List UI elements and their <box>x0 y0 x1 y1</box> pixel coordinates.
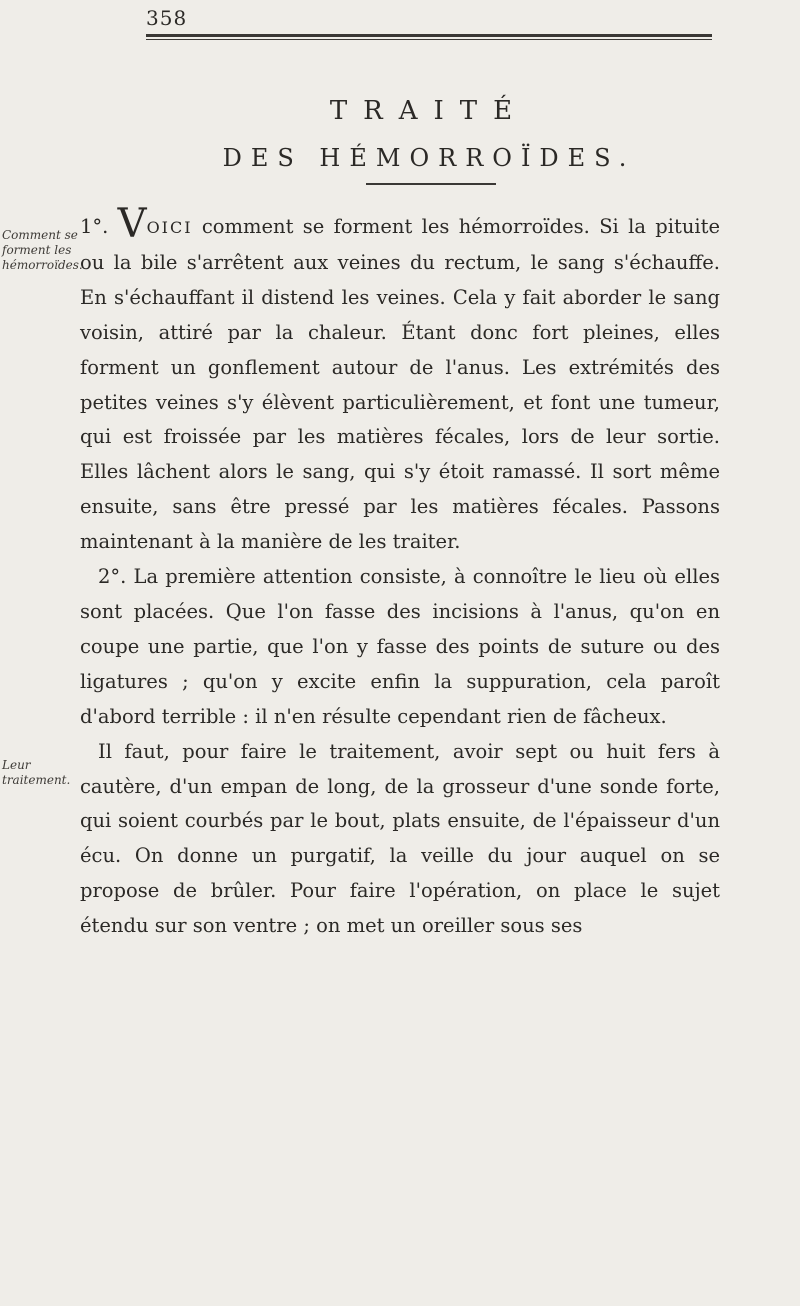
paragraph-2: 2°. La première attention consiste, à connoître le lieu où elles sont placées. Que l'on fasse des incisions à l'anus, qu'on en coupe une partie, que l'on y fasse des points de suture ou des ligatures ; qu'on y excite enfin la suppuration, cela paroît d'abord terrible : il n'en résulte cependant rien de fâcheux. <box>80 565 720 728</box>
title-des-hemorroides: DES HÉMORROÏDES. <box>222 144 636 172</box>
margin-note-treatment: Leur traitement. <box>2 758 71 787</box>
page-number: 358 <box>146 6 188 30</box>
body-text <box>80 201 720 944</box>
smallcaps-word: OICI <box>146 218 193 237</box>
margin-note-formation: Comment se forment les hémorroïdes. <box>2 228 83 272</box>
dropcap: V <box>117 201 147 247</box>
header-rule <box>146 34 712 40</box>
title-rule <box>366 183 496 185</box>
paragraph-1-number: 1°. <box>80 215 109 238</box>
paragraph-1 <box>80 201 720 560</box>
paragraph-3: Il faut, pour faire le traitement, avoir sept ou huit fers à cautère, d'un empan de long, de la grosseur d'une sonde forte, qui soient courbés par le bout, plats ensuite, de l'épaisseur d'un écu. On donne un purgatif, la veille du jour auquel on se propose de brûler. Pour faire l'opération, on place le sujet étendu sur son ventre ; on met un oreiller sous ses <box>80 739 720 938</box>
paragraph-1-text: comment se forment les hémorroïdes. Si la pituite ou la bile s'arrêtent aux veines du rectum, le sang s'échauffe. En s'échauffant il distend les veines. Cela y fait aborder le sang voisin, attiré par la chaleur. Étant donc fort pleines, elles forment un gonflement autour de l'anus. Les extrémités des petites veines s'y élèvent particulièrement, et font une tumeur, qui est froissée par les matières fécales, lors de leur sortie. Elles lâchent alors le sang, qui s'y étoit ramassé. Il sort même ensuite, sans être pressé par les matières fécales. Passons maintenant à la manière de les traiter. <box>80 215 720 554</box>
title-traite: TRAITÉ <box>329 96 529 126</box>
